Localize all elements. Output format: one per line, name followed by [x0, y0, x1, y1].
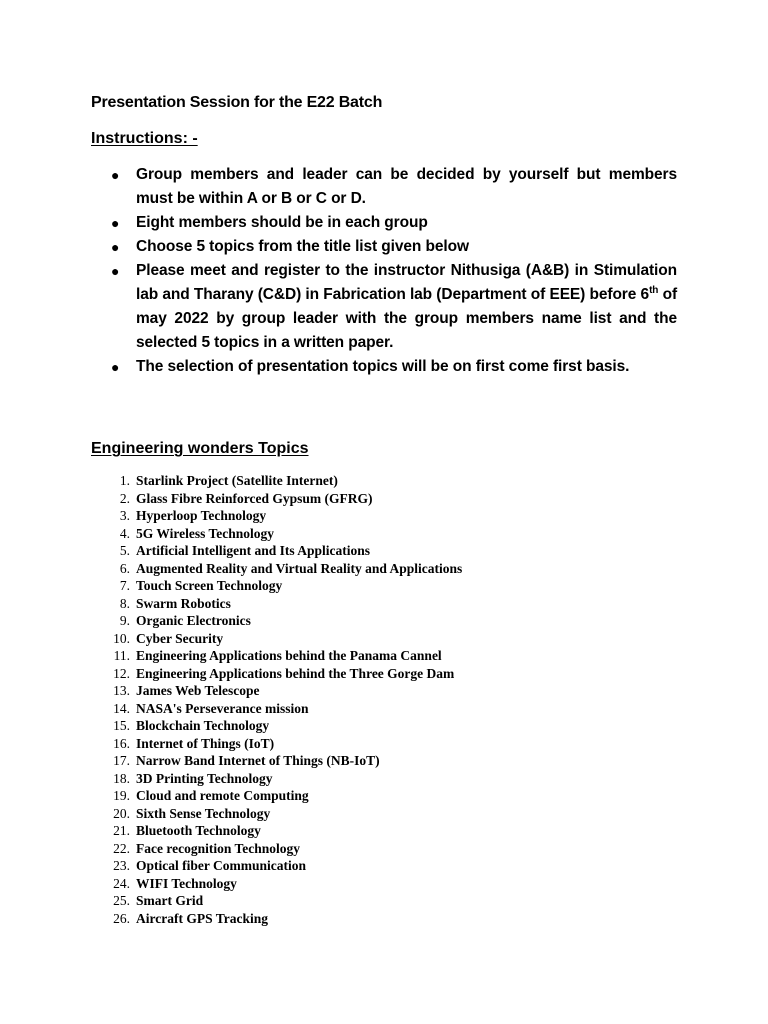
instruction-item — [0, 163, 677, 211]
topic-number: 26. — [113, 910, 130, 926]
topic-number: 25. — [113, 893, 130, 908]
topic-number: 1. — [119, 473, 130, 488]
topic-item — [0, 665, 768, 683]
topics-list — [0, 472, 768, 927]
topic-number: 3. — [119, 508, 130, 523]
topic-item — [0, 857, 768, 875]
instruction-item — [0, 211, 677, 235]
topic-label: Optical fiber Communication — [136, 858, 306, 873]
topics-heading: Engineering wonders Topics — [91, 440, 309, 457]
topic-item — [0, 647, 768, 665]
topic-item — [0, 560, 768, 578]
topic-item — [0, 840, 768, 858]
topic-number: 13. — [113, 683, 130, 698]
topic-label: Face recognition Technology — [136, 840, 300, 856]
topic-number: 2. — [119, 490, 130, 506]
topic-number: 12. — [113, 665, 130, 681]
topic-label: James Web Telescope — [136, 683, 260, 698]
topic-label: WIFI Technology — [136, 875, 237, 891]
topic-item — [0, 525, 768, 543]
topic-number: 17. — [113, 753, 130, 768]
topic-label: Cloud and remote Computing — [136, 788, 309, 803]
topic-number: 5. — [119, 543, 130, 558]
topic-number: 15. — [113, 718, 130, 733]
instruction-text-start: Please meet and register to the instructor Nithusiga (A&B) in Stimulation lab and Tharany (C&D) in Fabrication lab (Department of EEE) before 6 — [136, 262, 677, 303]
instruction-text: Group members and leader can be decided by yourself but members must be within A or B or C or D. — [136, 166, 677, 207]
bullet-icon: ● — [111, 167, 120, 183]
instruction-item — [0, 355, 677, 379]
topic-number: 18. — [113, 770, 130, 786]
topic-number: 16. — [113, 735, 130, 751]
topic-label: Glass Fibre Reinforced Gypsum (GFRG) — [136, 490, 373, 506]
topic-item — [0, 542, 768, 560]
instruction-item — [0, 235, 677, 259]
topic-number: 22. — [113, 840, 130, 856]
topic-item — [0, 682, 768, 700]
topic-label: Smart Grid — [136, 893, 204, 908]
bullet-icon: ● — [111, 263, 120, 279]
topic-item — [0, 805, 768, 823]
topic-number: 8. — [119, 595, 130, 611]
topic-item — [0, 752, 768, 770]
topic-label: Engineering Applications behind the Panama Cannel — [136, 648, 442, 663]
topic-number: 10. — [113, 630, 130, 646]
bullet-icon: ● — [111, 359, 120, 375]
topic-label: Starlink Project (Satellite Internet) — [136, 473, 338, 488]
topic-label: Narrow Band Internet of Things (NB-IoT) — [136, 753, 380, 768]
topic-label: Aircraft GPS Tracking — [136, 910, 268, 926]
topic-label: Swarm Robotics — [136, 595, 231, 611]
topic-number: 19. — [113, 788, 130, 803]
topic-label: Engineering Applications behind the Three Gorge Dam — [136, 665, 455, 681]
topic-item — [0, 892, 768, 910]
topic-number: 14. — [113, 700, 130, 716]
topic-label: Augmented Reality and Virtual Reality and Applications — [136, 560, 463, 576]
instructions-heading: Instructions: - — [91, 130, 198, 147]
topic-item — [0, 822, 768, 840]
instruction-text: The selection of presentation topics will be on first come first basis. — [136, 358, 630, 375]
instructions-list — [0, 163, 768, 379]
topic-label: Hyperloop Technology — [136, 508, 267, 523]
topic-label: Artificial Intelligent and Its Applications — [136, 543, 371, 558]
instruction-superscript: th — [649, 285, 659, 296]
topic-item — [0, 787, 768, 805]
topic-label: Cyber Security — [136, 630, 224, 646]
topic-label: Sixth Sense Technology — [136, 805, 271, 821]
topic-item — [0, 717, 768, 735]
topic-item — [0, 507, 768, 525]
topic-label: Internet of Things (IoT) — [136, 735, 275, 751]
bullet-icon: ● — [111, 239, 120, 255]
topic-number: 7. — [119, 578, 130, 593]
topic-label: 5G Wireless Technology — [136, 525, 275, 541]
document-title: Presentation Session for the E22 Batch — [91, 94, 383, 111]
topic-item — [0, 472, 768, 490]
topic-label: Bluetooth Technology — [136, 823, 261, 838]
topic-label: NASA's Perseverance mission — [136, 700, 309, 716]
topic-item — [0, 910, 768, 928]
topic-label: Blockchain Technology — [136, 718, 270, 733]
topic-number: 9. — [119, 613, 130, 628]
topic-number: 24. — [113, 875, 130, 891]
topic-label: Touch Screen Technology — [136, 578, 283, 593]
topic-item — [0, 630, 768, 648]
topic-number: 11. — [113, 648, 130, 663]
topic-item — [0, 612, 768, 630]
topic-number: 23. — [113, 858, 130, 873]
topic-number: 21. — [113, 823, 130, 838]
topic-item — [0, 595, 768, 613]
topic-number: 6. — [119, 560, 130, 576]
topic-item — [0, 875, 768, 893]
topic-label: Organic Electronics — [136, 613, 251, 628]
instruction-text: Eight members should be in each group — [136, 214, 428, 231]
topic-item — [0, 735, 768, 753]
topic-number: 20. — [113, 805, 130, 821]
topic-number: 4. — [119, 525, 130, 541]
topic-label: 3D Printing Technology — [136, 770, 273, 786]
topic-item — [0, 577, 768, 595]
bullet-icon: ● — [111, 215, 120, 231]
instruction-text: Choose 5 topics from the title list given below — [136, 238, 469, 255]
topic-item — [0, 700, 768, 718]
instruction-item — [0, 259, 677, 355]
topic-item — [0, 770, 768, 788]
instruction-text-end: of may 2022 by group leader with the group members name list and the selected 5 topics in a written paper. — [136, 286, 678, 351]
topic-item — [0, 490, 768, 508]
